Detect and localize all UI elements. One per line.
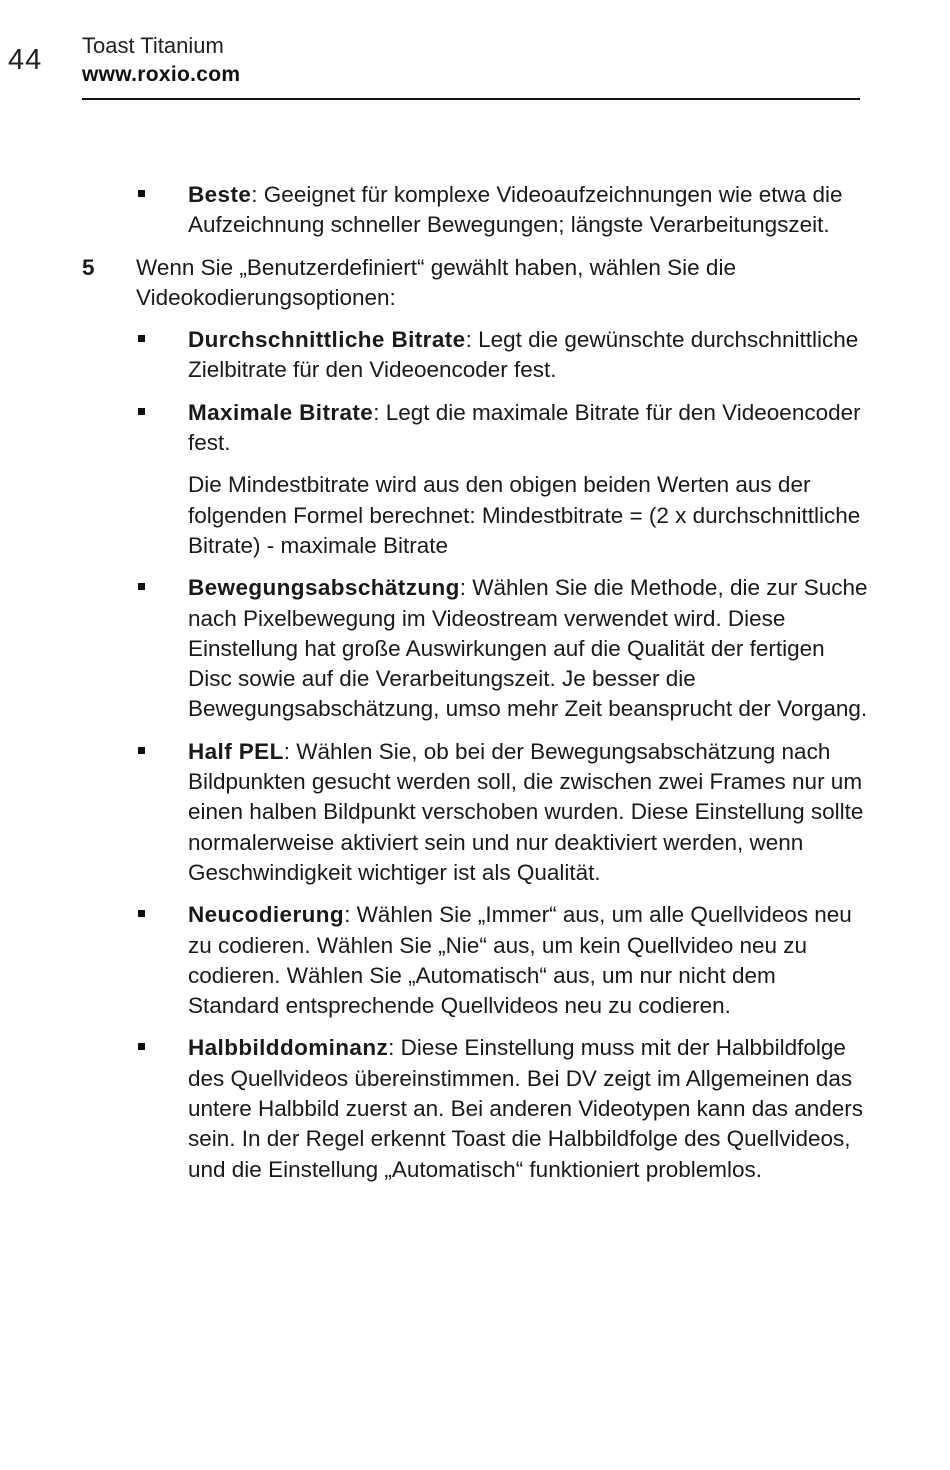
bullet-text: : Legt die gewünschte durchschnittliche Zielbitrate für den Videoencoder fest. [188,327,859,383]
bullet-text: : Wählen Sie die Methode, die zur Suche nach Pixelbewegung im Videostream verwendet wird. Diese Einstellung hat große Auswirkungen auf die Qualität der fertigen Disc sowie auf die Verarbeitungszeit. Je besser die Bewegungsabschätzung, umso mehr Zeit beansprucht der Vorgang. [188,575,868,722]
bullet-term: Halbbilddominanz [188,1035,389,1061]
bullet-square-icon [138,583,145,590]
bullet-square-icon [138,190,145,197]
bullet-item-half-pel [82,737,872,888]
bullet-term: Durchschnittliche Bitrate [188,327,466,353]
bullet-item-max-bitrate [82,398,872,459]
bullet-item-motion-estimation [82,573,872,724]
step-number: 5 [82,254,95,280]
bullet-item-field-dominance [82,1033,872,1184]
bullet-square-icon [138,747,145,754]
bullet-text: : Geeignet für komplexe Videoaufzeichnungen wie etwa die Aufzeichnung schneller Bewegungen; längste Verarbeitungszeit. [188,182,843,238]
bullet-term: Half PEL [188,738,284,764]
bullet-square-icon [138,408,145,415]
bullet-text: : Legt die maximale Bitrate für den Videoencoder fest. [188,399,861,456]
bullet-square-icon [138,335,145,342]
bullet-square-icon [138,1043,145,1050]
header-divider [82,98,860,100]
bullet-term: Beste [188,182,252,207]
page-number: 44 [8,44,43,76]
page-content [82,180,872,1197]
bullet-text: : Wählen Sie, ob bei der Bewegungsabschätzung nach Bildpunkten gesucht werden soll, die zwischen zwei Frames nur um einen halben Bildpunkt verschoben wurden. Diese Einstellung sollte normalerweise aktiviert sein und nur deaktiviert werden, wenn Geschwindigkeit wichtiger ist als Qualität. [188,738,864,885]
header-title: Toast Titanium [82,33,224,58]
bullet-item-average-bitrate [82,325,872,386]
bullet-text: : Wählen Sie „Immer“ aus, um alle Quellvideos neu zu codieren. Wählen Sie „Nie“ aus, um kein Quellvideo neu zu codieren. Wählen Sie „Automatisch“ aus, um nur nicht dem Standard entsprechende Quellvideos neu zu codieren. [188,902,852,1019]
bullet-square-icon [138,910,145,917]
step-text: Wenn Sie „Benutzerdefiniert“ gewählt haben, wählen Sie die Videokodierungsoptionen: [136,254,736,310]
bullet-text: : Diese Einstellung muss mit der Halbbildfolge des Quellvideos übereinstimmen. Bei DV zeigt im Allgemeinen das untere Halbbild zuerst an. Bei anderen Videotypen kann das anders sein. In der Regel erkennt Toast die Halbbildfolge des Quellvideos, und die Einstellung „Automatisch“ funktioniert problemlos. [188,1035,864,1182]
step-item-5 [82,253,872,314]
bullet-term: Neucodierung [188,902,345,928]
min-bitrate-note: Die Mindestbitrate wird aus den obigen beiden Werten aus der folgenden Formel berechnet: Mindestbitrate = (2 x durchschnittliche Bitrate) - maximale Bitrate [188,472,861,558]
header-url: www.roxio.com [82,63,241,86]
running-header [82,32,860,90]
bullet-term: Maximale Bitrate [188,399,374,425]
bullet-item-reencode [82,900,872,1021]
bullet-item-beste [82,180,872,241]
bullet-term: Bewegungsabschätzung [188,575,460,601]
